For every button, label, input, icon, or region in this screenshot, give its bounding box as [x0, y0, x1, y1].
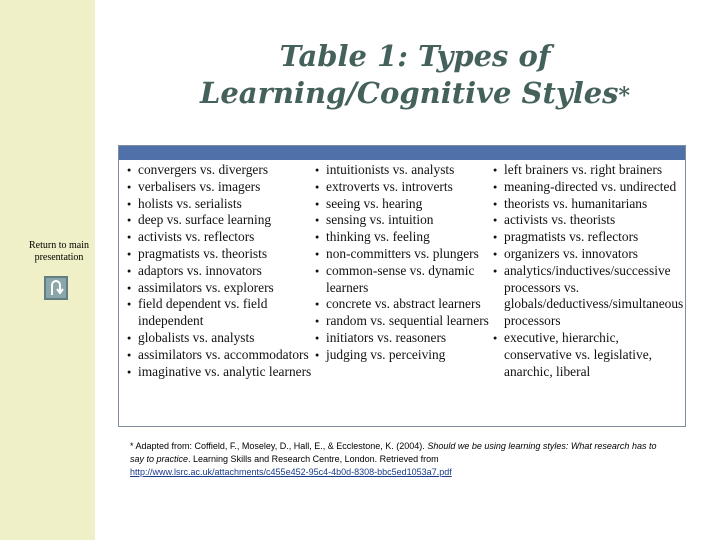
table-item: ● thinking vs. feeling: [315, 229, 495, 246]
table-item: ● theorists vs. humanitarians: [493, 196, 687, 213]
return-to-main-label[interactable]: Return to main presentation: [29, 240, 89, 263]
table-item: ● assimilators vs. explorers: [127, 280, 315, 297]
table-item: ● imaginative vs. analytic learners: [127, 364, 315, 381]
table-item: ● globalists vs. analysts: [127, 330, 315, 347]
table-item: ● judging vs. perceiving: [315, 347, 495, 364]
table-item: ● concrete vs. abstract learners: [315, 296, 495, 313]
table-item: ● left brainers vs. right brainers: [493, 162, 687, 179]
title-footnote-mark: *: [618, 83, 631, 109]
footnote-title: Should we be using learning styles: What research has to say to practice: [130, 441, 657, 464]
table-item: ● intuitionists vs. analysts: [315, 162, 495, 179]
return-button[interactable]: [44, 276, 68, 300]
title-line-2-text: Learning/Cognitive Styles: [199, 76, 619, 110]
table-item: ● pragmatists vs. reflectors: [493, 229, 687, 246]
table-item: ● verbalisers vs. imagers: [127, 179, 315, 196]
table-item: ● sensing vs. intuition: [315, 212, 495, 229]
footnote-suffix: . Learning Skills and Research Centre, London. Retrieved from: [188, 454, 439, 464]
table-column-2: [315, 162, 495, 364]
table-item: ● executive, hierarchic, conservative vs. legislative, anarchic, liberal: [493, 330, 687, 380]
title-line-1: Table 1: Types of: [279, 39, 551, 73]
sidebar-panel: [0, 0, 95, 540]
table-item: ● seeing vs. hearing: [315, 196, 495, 213]
table-item: ● random vs. sequential learners: [315, 313, 495, 330]
footnote-link[interactable]: http://www.lsrc.ac.uk/attachments/c455e452-95c4-4b0d-8308-bbc5ed1053a7.pdf: [130, 467, 452, 477]
table-item: ● common-sense vs. dynamic learners: [315, 263, 495, 297]
learning-styles-table: [118, 145, 686, 427]
table-item: ● field dependent vs. field independent: [127, 296, 315, 330]
table-item: ● activists vs. theorists: [493, 212, 687, 229]
table-column-3: [493, 162, 687, 380]
table-header-bar: [119, 146, 685, 160]
u-turn-arrow-icon: [47, 279, 65, 297]
table-item: ● holists vs. serialists: [127, 196, 315, 213]
table-item: ● assimilators vs. accommodators: [127, 347, 315, 364]
table-item: ● adaptors vs. innovators: [127, 263, 315, 280]
table-item: ● pragmatists vs. theorists: [127, 246, 315, 263]
table-item: ● analytics/inductives/successive processors vs. globals/deductivess/simultaneous processors: [493, 263, 687, 330]
table-item: ● non-committers vs. plungers: [315, 246, 495, 263]
slide-title: [180, 38, 650, 115]
citation-footnote: [130, 440, 670, 479]
table-item: ● activists vs. reflectors: [127, 229, 315, 246]
table-item: ● deep vs. surface learning: [127, 212, 315, 229]
table-item: ● meaning-directed vs. undirected: [493, 179, 687, 196]
table-item: ● organizers vs. innovators: [493, 246, 687, 263]
table-column-1: [127, 162, 315, 380]
title-line-2: [180, 75, 650, 115]
footnote-prefix: * Adapted from: Coffield, F., Moseley, D., Hall, E., & Ecclestone, K. (2004).: [130, 441, 425, 451]
table-item: ● convergers vs. divergers: [127, 162, 315, 179]
table-item: ● extroverts vs. introverts: [315, 179, 495, 196]
table-item: ● initiators vs. reasoners: [315, 330, 495, 347]
